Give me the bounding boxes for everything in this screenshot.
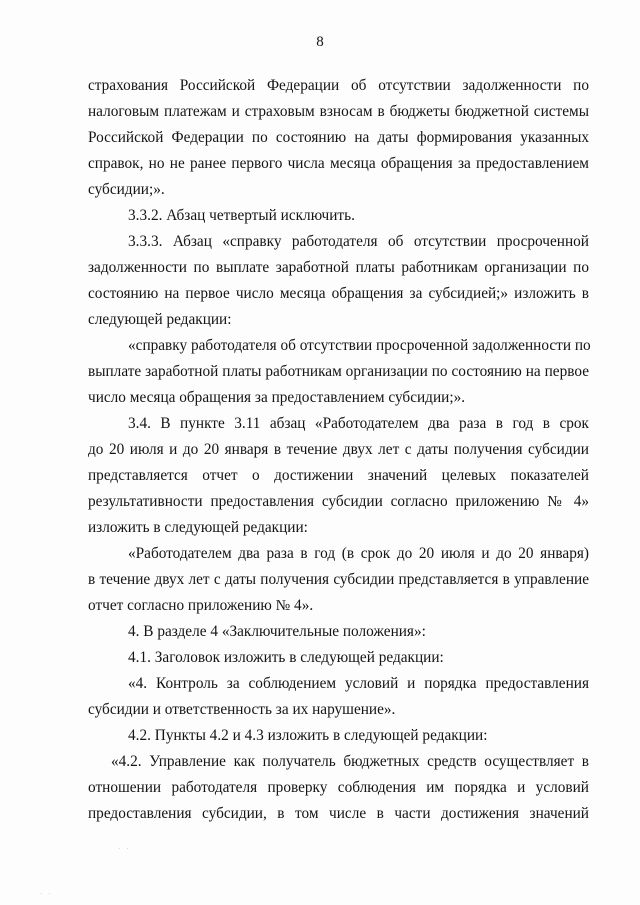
text-line: состоянию на первое число месяца обращения за субсидией;» изложить в [88,285,589,302]
text-line: «4. Контроль за соблюдением условий и порядка предоставления [128,675,589,692]
text-line: налоговым платежам и страховым взносам в бюджеты бюджетной системы [88,103,589,120]
text-line: «Работодателем два раза в год (в срок до 20 июля и до 20 января) [128,545,589,562]
text-line: 3.3.3. Абзац «справку работодателя об отсутствии просроченной [128,233,589,250]
text-line: до 20 июля и до 20 января в течение двух лет с даты получения субсидии [88,441,589,458]
text-line: «4.2. Управление как получатель бюджетных средств осуществляет в [111,753,589,770]
text-line: отчет согласно приложению № 4». [88,597,314,614]
text-line: 3.4. В пункте 3.11 абзац «Работодателем два раза в год в срок [128,415,589,432]
text-line: 4. В разделе 4 «Заключительные положения»: [128,623,426,640]
text-line: число месяца обращения за предоставлением субсидии;». [88,389,466,406]
text-line: 4.1. Заголовок изложить в следующей редакции: [128,649,444,666]
text-line: страхования Российской Федерации об отсутствии задолженности по [88,77,589,94]
text-line: результативности предоставления субсидии согласно приложению № 4» [88,493,589,510]
text-line: Российской Федерации по состоянию на даты формирования указанных [88,129,589,146]
text-line: 3.3.2. Абзац четвертый исключить. [128,207,355,224]
scan-speckle: · · [40,890,53,898]
scan-speckle: · · [118,845,131,853]
text-line: «справку работодателя об отсутствии просроченной задолженности по [128,337,591,354]
text-line: выплате заработной платы работникам организации по состоянию на первое [88,363,589,380]
text-line: субсидии;». [88,181,165,198]
text-line: представляется отчет о достижении значений целевых показателей [88,467,589,484]
text-line: следующей редакции: [88,311,232,328]
text-line: предоставления субсидии, в том числе в части достижения значений [88,805,589,822]
text-line: изложить в следующей редакции: [88,519,308,536]
page-number: 8 [316,34,324,50]
text-line: задолженности по выплате заработной платы работникам организации по [88,259,589,276]
text-line: субсидии и ответственность за их нарушение». [88,701,396,718]
text-line: в течение двух лет с даты получения субсидии представляется в управление [88,571,589,588]
text-line: справок, но не ранее первого числа месяца обращения за предоставлением [88,155,589,172]
text-line: 4.2. Пункты 4.2 и 4.3 изложить в следующей редакции: [128,727,488,744]
text-line: отношении работодателя проверку соблюдения им порядка и условий [88,779,589,796]
